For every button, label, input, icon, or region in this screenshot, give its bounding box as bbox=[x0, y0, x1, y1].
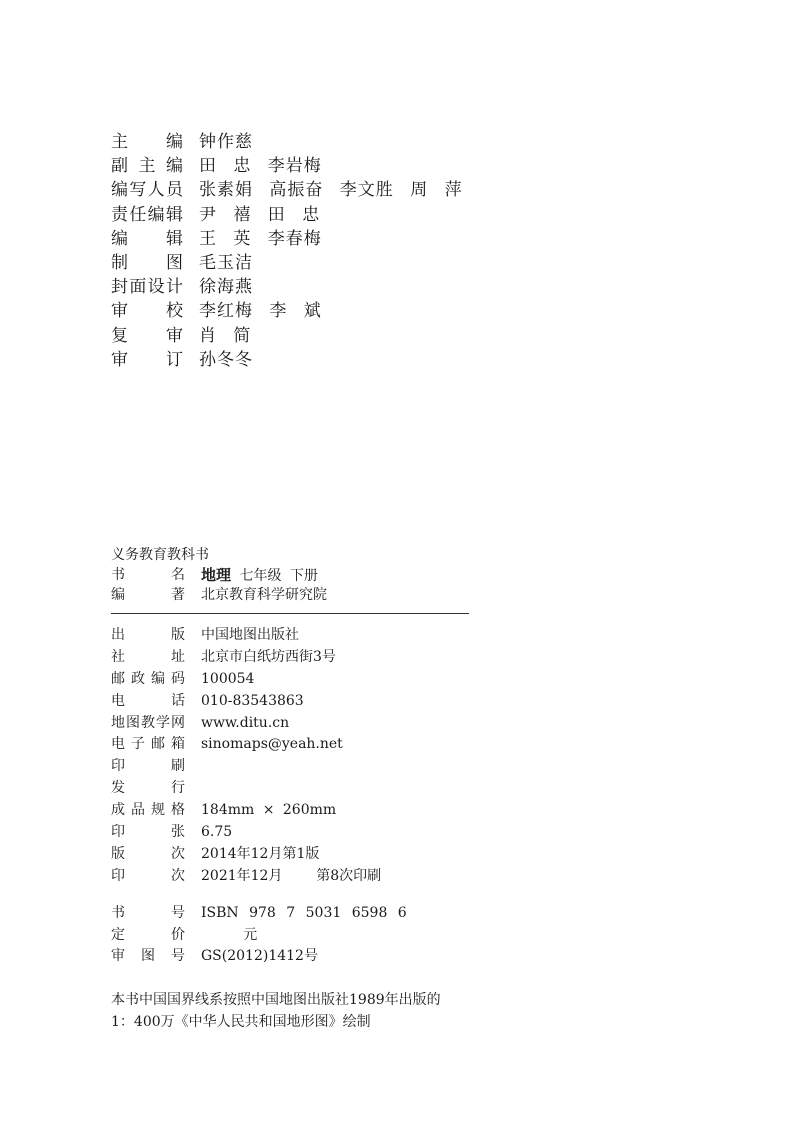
info-label: 电子邮箱 bbox=[111, 736, 185, 753]
pub-row-distribution bbox=[111, 778, 471, 800]
info-value: 2014年12月第1版 bbox=[201, 845, 320, 862]
book-author: 北京教育科学研究院 bbox=[201, 587, 327, 603]
info-label: 印 刷 bbox=[111, 758, 185, 775]
map-approval-value: GS(2012)1412号 bbox=[201, 948, 318, 965]
book-info-block bbox=[111, 545, 471, 968]
info-label: 编 著 bbox=[111, 587, 185, 603]
credit-value: 肖 简 bbox=[199, 325, 252, 346]
credit-label: 编写人员 bbox=[111, 180, 183, 201]
credit-value: 徐海燕 bbox=[199, 277, 253, 298]
info-value: www.ditu.cn bbox=[201, 714, 290, 731]
info-label: 审图号 bbox=[111, 948, 185, 965]
pub-row-impression bbox=[111, 866, 471, 888]
credit-value: 田 忠 李岩梅 bbox=[199, 156, 322, 177]
pub-row-postcode bbox=[111, 669, 471, 691]
credit-value: 钟作慈 bbox=[199, 132, 253, 152]
credit-value: 李红梅 李 斌 bbox=[199, 301, 322, 322]
pub-row-publisher bbox=[111, 625, 471, 647]
book-author-row bbox=[111, 585, 471, 605]
info-value: 010-83543863 bbox=[201, 692, 304, 709]
book-title-row bbox=[111, 565, 471, 585]
credit-value: 毛玉洁 bbox=[199, 252, 253, 273]
info-value: 北京市白纸坊西街3号 bbox=[201, 648, 336, 665]
info-label: 地图教学网 bbox=[111, 714, 185, 731]
boundary-note bbox=[111, 989, 441, 1033]
info-label: 成品规格 bbox=[111, 802, 185, 819]
credit-label: 副主编 bbox=[111, 156, 183, 177]
info-value: sinomaps@yeah.net bbox=[201, 736, 343, 753]
credit-label: 封面设计 bbox=[111, 277, 183, 298]
info-label: 社 址 bbox=[111, 648, 185, 665]
info-value: 6.75 bbox=[201, 824, 233, 841]
credit-label: 审 校 bbox=[111, 301, 183, 322]
credit-row-cartography bbox=[111, 251, 463, 275]
pub-row-price bbox=[111, 925, 471, 947]
info-label: 印 次 bbox=[111, 867, 185, 884]
pub-row-email bbox=[111, 734, 471, 756]
credit-row-deputy-editor bbox=[111, 154, 463, 178]
pub-row-edition bbox=[111, 844, 471, 866]
credit-label: 制 图 bbox=[111, 252, 183, 273]
credits-block bbox=[111, 130, 463, 372]
credit-label: 责任编辑 bbox=[111, 204, 183, 225]
isbn-value: ISBN 978 7 5031 6598 6 bbox=[201, 904, 407, 921]
pub-row-map-approval bbox=[111, 946, 471, 968]
credit-row-proofreading bbox=[111, 299, 463, 323]
divider-line bbox=[111, 613, 469, 614]
info-label: 书 号 bbox=[111, 904, 185, 921]
credit-label: 主 编 bbox=[111, 132, 183, 152]
info-value: 2021年12月 第8次印刷 bbox=[201, 867, 382, 884]
info-label: 发 行 bbox=[111, 780, 185, 797]
info-label: 电 话 bbox=[111, 692, 185, 709]
credit-row-responsible-editor bbox=[111, 203, 463, 227]
credit-value: 孙冬冬 bbox=[199, 349, 253, 370]
credit-value: 张素娟 高振奋 李文胜 周 萍 bbox=[199, 180, 463, 201]
credit-row-editor-in-chief bbox=[111, 130, 463, 154]
pub-row-printing bbox=[111, 756, 471, 778]
credit-label: 复 审 bbox=[111, 325, 183, 346]
credit-label: 审 订 bbox=[111, 349, 183, 370]
credit-row-cover-design bbox=[111, 275, 463, 299]
credit-row-editors bbox=[111, 227, 463, 251]
info-label: 邮政编码 bbox=[111, 670, 185, 687]
credit-row-review bbox=[111, 324, 463, 348]
credit-row-final-review bbox=[111, 348, 463, 372]
info-label: 印 张 bbox=[111, 824, 185, 841]
spacer bbox=[111, 888, 471, 903]
boundary-note-line-2: 1：400万《中华人民共和国地形图》绘制 bbox=[111, 1014, 371, 1030]
pub-row-format bbox=[111, 800, 471, 822]
series-title: 义务教育教科书 bbox=[111, 547, 209, 563]
info-value: 中国地图出版社 bbox=[201, 627, 299, 643]
info-label: 出 版 bbox=[111, 627, 185, 643]
book-title-subject: 地理 bbox=[201, 566, 232, 584]
credit-row-writers bbox=[111, 178, 463, 202]
info-label: 定 价 bbox=[111, 926, 185, 943]
pub-row-address bbox=[111, 647, 471, 669]
pub-row-phone bbox=[111, 691, 471, 713]
book-title-grade: 七年级 下册 bbox=[239, 568, 318, 584]
credit-value: 尹 禧 田 忠 bbox=[199, 204, 321, 225]
book-title bbox=[201, 565, 318, 586]
info-value: 100054 bbox=[201, 670, 255, 687]
boundary-note-line-1: 本书中国国界线系按照中国地图出版社1989年出版的 bbox=[111, 992, 441, 1008]
price-value: 元 bbox=[201, 926, 258, 943]
pub-row-isbn bbox=[111, 903, 471, 925]
info-label: 书 名 bbox=[111, 567, 185, 583]
pub-row-website bbox=[111, 713, 471, 735]
credit-value: 王 英 李春梅 bbox=[199, 228, 322, 249]
credit-label: 编 辑 bbox=[111, 228, 183, 249]
info-value: 184mm × 260mm bbox=[201, 802, 337, 819]
info-label: 版 次 bbox=[111, 845, 185, 862]
pub-row-sheets bbox=[111, 822, 471, 844]
